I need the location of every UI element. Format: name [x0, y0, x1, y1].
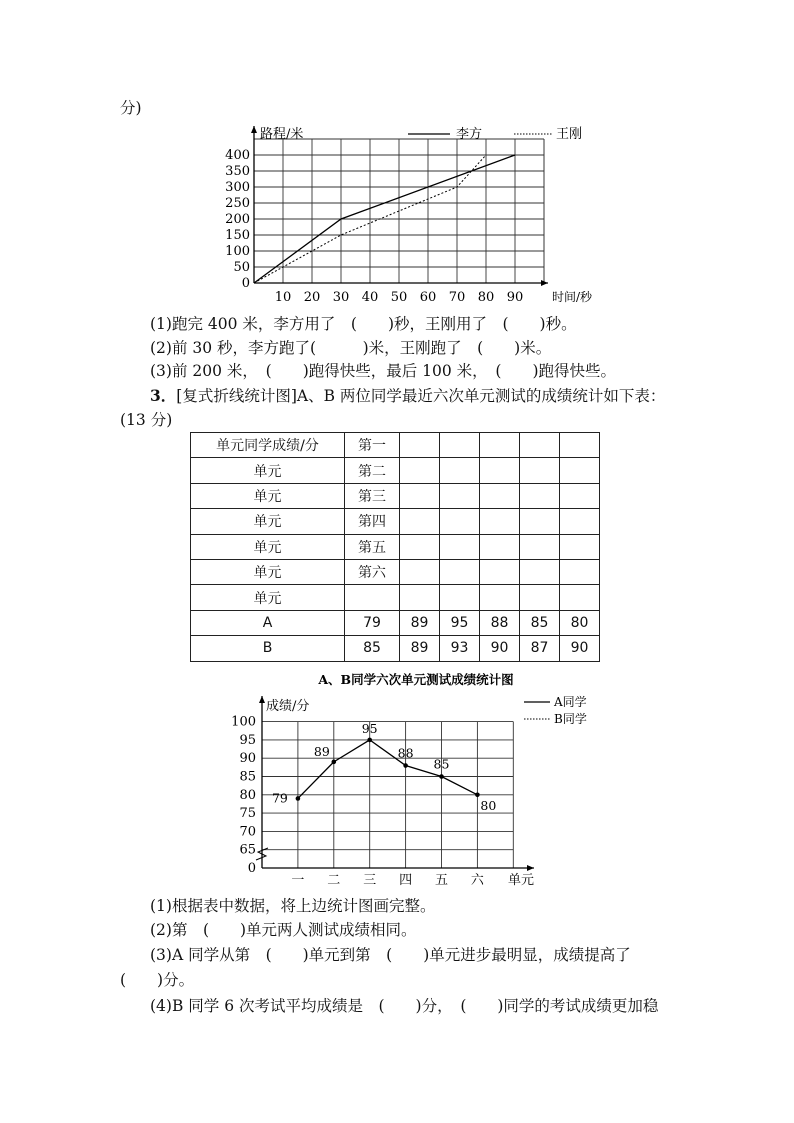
- y-axis-arrow: [259, 696, 265, 703]
- table-cell: [440, 509, 480, 534]
- table-cell: [400, 559, 440, 584]
- table-cell: 80: [560, 610, 600, 635]
- sub-question-2: (2)第 ( )单元两人测试成绩相同。: [150, 921, 417, 939]
- table-cell: [520, 534, 560, 559]
- x-axis-arrow: [527, 865, 534, 871]
- question-1: (1)跑完 400 米，李方用了 ( )秒，王刚用了 ( )秒。: [150, 315, 577, 333]
- table-cell: [440, 534, 480, 559]
- table-cell: [440, 585, 480, 610]
- table-cell: [560, 458, 600, 483]
- table-cell: 第二: [345, 458, 400, 483]
- table-cell: 93: [440, 636, 480, 661]
- data-label: 80: [480, 797, 497, 813]
- table-cell: A: [191, 610, 345, 635]
- table-cell: [520, 585, 560, 610]
- y-tick-label: 300: [225, 180, 250, 195]
- sub-question-4: (4)B 同学 6 次考试平均成绩是 ( )分， ( )同学的考试成绩更加稳: [150, 997, 659, 1015]
- y-tick-label: 95: [239, 732, 256, 748]
- y-axis-arrow: [251, 126, 257, 133]
- table-cell: [440, 458, 480, 483]
- x-tick-label: 二: [327, 873, 341, 888]
- table-cell: [520, 559, 560, 584]
- table-cell: [560, 483, 600, 508]
- y-tick-label: 85: [239, 769, 256, 785]
- score-table: [190, 432, 600, 662]
- table-row: [191, 559, 600, 584]
- table-cell: 90: [560, 636, 600, 661]
- table-cell: 89: [400, 610, 440, 635]
- table-cell: 95: [440, 610, 480, 635]
- legend-label: 李方: [456, 127, 483, 142]
- table-row: [191, 585, 600, 610]
- table-cell: 单元: [191, 458, 345, 483]
- table-cell: 第六: [345, 559, 400, 584]
- table-cell: [400, 509, 440, 534]
- x-tick-label: 40: [361, 290, 379, 305]
- data-point: [332, 760, 337, 765]
- y-tick-label: 250: [225, 196, 250, 211]
- table-row: [191, 509, 600, 534]
- x-axis-arrow: [541, 280, 548, 286]
- table-cell: [400, 585, 440, 610]
- y-tick-label: 75: [239, 806, 256, 822]
- data-point: [439, 774, 444, 779]
- table-cell: [560, 509, 600, 534]
- distance-time-chart: [218, 124, 618, 308]
- table-cell: 89: [400, 636, 440, 661]
- legend-label: B同学: [554, 712, 587, 726]
- table-row: [191, 636, 600, 661]
- y-axis-label: 成绩/分: [266, 699, 310, 714]
- question-3: (3)前 200 米， ( )跑得快些，最后 100 米， ( )跑得快些。: [150, 362, 617, 380]
- table-cell: [480, 458, 520, 483]
- table-cell: [400, 483, 440, 508]
- x-tick-label: 20: [303, 290, 321, 305]
- table-cell: [560, 433, 600, 458]
- x-tick-label: 10: [274, 290, 292, 305]
- x-tick-label: 90: [506, 290, 524, 305]
- y-tick-label: 65: [239, 842, 256, 858]
- sub-question-3: (3)A 同学从第 ( )单元到第 ( )单元进步最明显，成绩提高了: [150, 946, 631, 964]
- y-tick-label: 400: [225, 148, 250, 163]
- table-cell: [520, 483, 560, 508]
- table-cell: 85: [345, 636, 400, 661]
- table-cell: [440, 559, 480, 584]
- table-cell: 单元: [191, 585, 345, 610]
- item-3-heading: [150, 386, 665, 406]
- legend-label: A同学: [554, 695, 587, 709]
- question-2: (2)前 30 秒，李方跑了( )米，王刚跑了 ( )米。: [150, 339, 552, 357]
- table-cell: [440, 483, 480, 508]
- data-label: 88: [397, 745, 414, 761]
- x-tick-label: 四: [399, 873, 413, 888]
- table-cell: B: [191, 636, 345, 661]
- y-axis-label: 路程/米: [260, 127, 304, 142]
- y-tick-label: 50: [233, 260, 250, 275]
- table-cell: [400, 458, 440, 483]
- y-tick-label: 90: [239, 751, 256, 767]
- scores-line-chart: [226, 670, 606, 890]
- table-cell: [345, 585, 400, 610]
- table-cell: [480, 585, 520, 610]
- y-tick-label: 100: [225, 244, 250, 259]
- data-point: [296, 796, 301, 801]
- x-tick-label: 30: [332, 290, 350, 305]
- x-tick-label: 60: [419, 290, 437, 305]
- chart-title: A、B同学六次单元测试成绩统计图: [318, 672, 514, 687]
- table-cell: 第一: [345, 433, 400, 458]
- x-axis-label: 单元: [508, 873, 535, 888]
- table-cell: [560, 585, 600, 610]
- table-cell: [520, 433, 560, 458]
- table-cell: [520, 509, 560, 534]
- table-cell: 第三: [345, 483, 400, 508]
- table-cell: [480, 483, 520, 508]
- y-tick-label: 80: [239, 787, 256, 803]
- table-cell: 85: [520, 610, 560, 635]
- item-3-text: [复式折线统计图]A、B 两位同学最近六次单元测试的成绩统计如下表：: [176, 387, 666, 405]
- x-tick-label: 一: [291, 873, 305, 888]
- table-row: [191, 610, 600, 635]
- x-tick-label: 五: [434, 873, 449, 888]
- item-3-score: (13 分): [120, 411, 173, 429]
- x-axis-label: 时间/秒: [552, 290, 593, 304]
- table-row: [191, 458, 600, 483]
- table-cell: 88: [480, 610, 520, 635]
- legend-label: 王刚: [556, 127, 583, 142]
- table-cell: [400, 534, 440, 559]
- table-row: [191, 534, 600, 559]
- table-cell: [560, 559, 600, 584]
- data-point: [367, 738, 372, 743]
- data-point: [403, 763, 408, 768]
- data-label: 89: [313, 743, 330, 759]
- table-cell: 第四: [345, 509, 400, 534]
- table-cell: 单元: [191, 559, 345, 584]
- x-tick-label: 六: [470, 873, 484, 888]
- item-3-number: 3．: [150, 386, 177, 405]
- table-cell: 单元: [191, 534, 345, 559]
- table-cell: [560, 534, 600, 559]
- fragment-text: 分): [120, 99, 142, 117]
- data-label: 95: [361, 720, 378, 736]
- y-tick-label: 150: [225, 228, 250, 243]
- data-label: 79: [271, 790, 288, 806]
- y-tick-label: 0: [247, 861, 256, 876]
- y-tick-label: 100: [231, 714, 256, 730]
- x-tick-label: 80: [477, 290, 495, 305]
- x-tick-label: 50: [390, 290, 408, 305]
- table-row: [191, 483, 600, 508]
- table-header-row: [191, 433, 600, 458]
- table-cell: [480, 433, 520, 458]
- table-cell: 第五: [345, 534, 400, 559]
- x-tick-label: 三: [363, 873, 377, 888]
- y-tick-label: 0: [241, 276, 250, 291]
- sub-question-1: (1)根据表中数据，将上边统计图画完整。: [150, 897, 436, 915]
- data-label: 85: [433, 756, 450, 772]
- table-cell: 单元: [191, 509, 345, 534]
- table-cell: 79: [345, 610, 400, 635]
- table-cell: [440, 433, 480, 458]
- table-cell: 单元: [191, 483, 345, 508]
- y-tick-label: 200: [225, 212, 250, 227]
- x-tick-label: 70: [448, 290, 466, 305]
- sub-question-3-cont: ( )分。: [120, 971, 195, 989]
- table-cell: 单元同学成绩/分: [191, 433, 345, 458]
- y-tick-label: 350: [225, 164, 250, 179]
- data-point: [475, 793, 480, 798]
- table-cell: 90: [480, 636, 520, 661]
- table-cell: [400, 433, 440, 458]
- table-cell: [480, 534, 520, 559]
- table-cell: [480, 559, 520, 584]
- table-cell: 87: [520, 636, 560, 661]
- table-cell: [480, 509, 520, 534]
- y-tick-label: 70: [239, 824, 256, 840]
- table-cell: [520, 458, 560, 483]
